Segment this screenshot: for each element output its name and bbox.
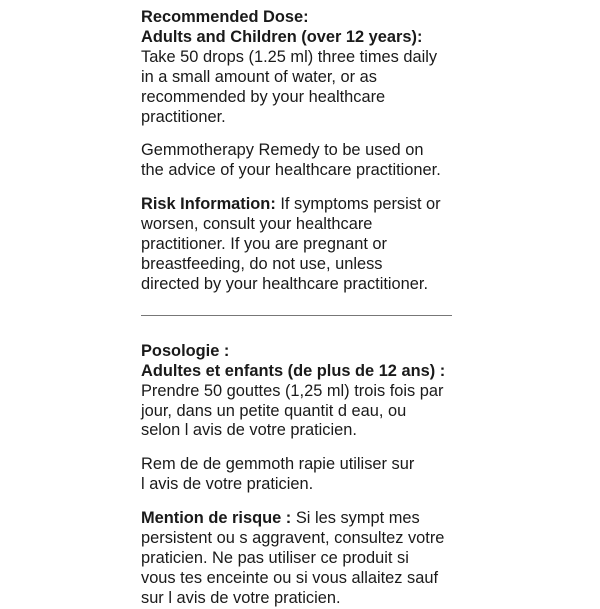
fr-risk-first-line-text: Si les sympt mes (291, 509, 420, 528)
fr-dose-line: jour, dans un petite quantit d eau, ou (141, 401, 407, 420)
en-remedy-line: the advice of your healthcare practitioner. (141, 161, 441, 180)
en-risk-section (141, 195, 471, 295)
en-remedy-section (141, 141, 471, 181)
fr-risk-line: persistent ou s aggravent, consultez votre (141, 529, 445, 548)
language-divider (141, 315, 452, 316)
en-risk-line: breastfeeding, do not use, unless (141, 254, 383, 273)
fr-risk-section (141, 509, 471, 609)
fr-dose-heading: Posologie : (141, 341, 230, 360)
fr-remedy-section (141, 455, 471, 495)
fr-remedy-line: l avis de votre praticien. (141, 475, 314, 494)
fr-dose-subheading: Adultes et enfants (de plus de 12 ans) : (141, 361, 446, 380)
fr-risk-first-line (141, 509, 471, 529)
en-dose-line: Take 50 drops (1.25 ml) three times daily (141, 47, 438, 66)
fr-risk-line: sur l avis de votre praticien. (141, 588, 341, 607)
fr-dose-line: selon l avis de votre praticien. (141, 421, 357, 440)
en-dose-heading: Recommended Dose: (141, 8, 309, 26)
fr-remedy-line: Rem de de gemmoth rapie utiliser sur (141, 455, 415, 474)
fr-risk-label: Mention de risque : (141, 509, 292, 528)
en-risk-line: practitioner. If you are pregnant or (141, 235, 388, 254)
fr-risk-line: vous tes enceinte ou si vous allaitez sauf (141, 568, 439, 587)
en-dose-line: recommended by your healthcare (141, 87, 386, 106)
fr-dose-line: Prendre 50 gouttes (1,25 ml) trois fois par (141, 381, 444, 400)
en-risk-first-line-text: If symptoms persist or (275, 195, 441, 214)
en-dose-line: practitioner. (141, 107, 226, 126)
en-dose-section (141, 8, 471, 127)
product-label-text (141, 8, 471, 609)
fr-dose-section (141, 342, 471, 442)
en-risk-label: Risk Information: (141, 195, 276, 214)
fr-risk-line: praticien. Ne pas utiliser ce produit si (141, 548, 409, 567)
en-risk-line: worsen, consult your healthcare (141, 215, 373, 234)
en-dose-subheading: Adults and Children (over 12 years): (141, 27, 423, 46)
en-dose-line: in a small amount of water, or as (141, 67, 377, 86)
en-remedy-line: Gemmotherapy Remedy to be used on (141, 141, 424, 160)
en-risk-first-line (141, 195, 471, 215)
en-risk-line: directed by your healthcare practitioner. (141, 274, 428, 293)
